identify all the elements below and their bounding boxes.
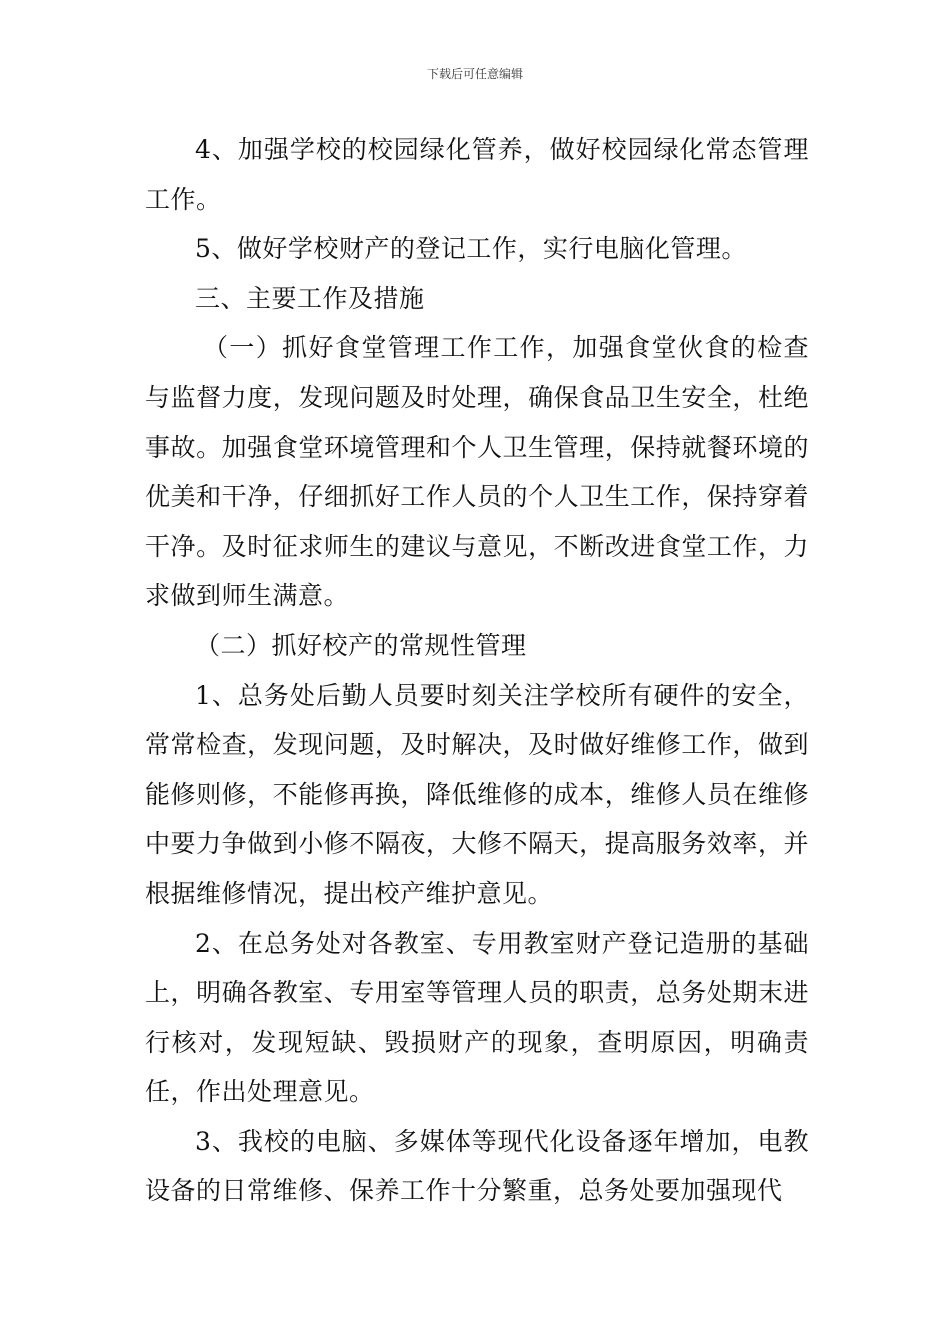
subsection-heading-school-property: （二）抓好校产的常规性管理: [195, 630, 527, 660]
page-header-note: 下载后可任意编辑: [426, 67, 523, 81]
document-body: [145, 125, 809, 1216]
paragraph-canteen-management: （一）抓好食堂管理工作工作，加强食堂伙食的检查与监督力度，发现问题及时处理，确保食品卫生安全，杜绝事故。加强食堂环境管理和个人卫生管理，保持就餐环境的优美和干净，仔细抓好工作人员的个人卫生工作，保持穿着干净。及时征求师生的建议与意见，不断改进食堂工作，力求做到师生满意。: [145, 333, 809, 611]
paragraph-property-registration: 2、在总务处对各教室、专用教室财产登记造册的基础上，明确各教室、专用室等管理人员的职责，总务处期末进行核对，发现短缺、毁损财产的现象，查明原因，明确责任，作出处理意见。: [145, 928, 809, 1107]
paragraph-maintenance: 1、总务处后勤人员要时刻关注学校所有硬件的安全，常常检查，发现问题，及时解决，及时做好维修工作，做到能修则修，不能修再换，降低维修的成本，维修人员在维修中要力争做到小修不隔夜，大修不隔天，提高服务效率，并根据维修情况，提出校产维护意见。: [145, 680, 809, 908]
paragraph-item-4: 4、加强学校的校园绿化管养，做好校园绿化常态管理工作。: [145, 135, 809, 214]
paragraph-item-5: 5、做好学校财产的登记工作，实行电脑化管理。: [195, 234, 747, 264]
section-heading-main-work: 三、主要工作及措施: [195, 283, 425, 313]
paragraph-modern-equipment: 3、我校的电脑、多媒体等现代化设备逐年增加，电教设备的日常维修、保养工作十分繁重，总务处要加强现代: [145, 1126, 809, 1206]
